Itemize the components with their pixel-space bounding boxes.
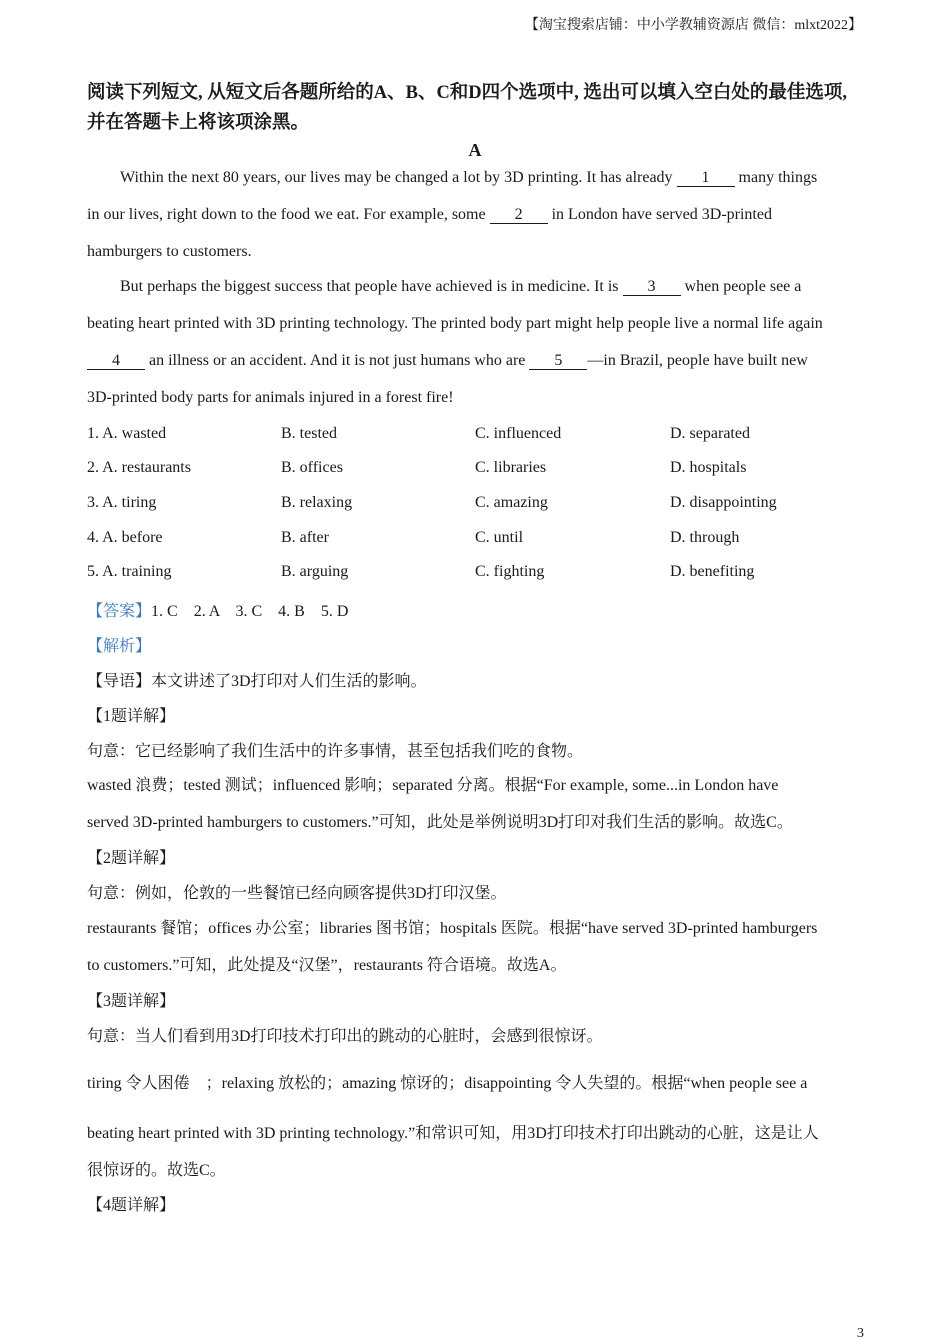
option-a: 1. A. wasted <box>87 425 167 442</box>
q4-heading: 【4题详解】 <box>87 1197 176 1214</box>
blank-2: 2 <box>490 207 548 224</box>
instruction: 阅读下列短文, 从短文后各题所给的A、B、C和D四个选项中, 选出可以填入空白处的最佳选项, 并在答题卡上将该项涂黑。 <box>87 83 848 133</box>
passage-text: in London have served 3D-printed <box>547 206 772 223</box>
passage-line <box>120 169 817 187</box>
option-d: D. separated <box>670 425 750 442</box>
passage-text: But perhaps the biggest success that people have achieved is in medicine. It is <box>120 278 623 295</box>
option-c: C. amazing <box>475 494 548 511</box>
option-d: D. hospitals <box>670 459 747 476</box>
q1-explanation: wasted 浪费；tested 测试；influenced 影响；separated 分离。根据“For example, some...in London have <box>87 777 779 794</box>
q3-explanation: beating heart printed with 3D printing technology.”和常识可知，用3D打印技术打印出跳动的心脏，这是让人 <box>87 1125 819 1142</box>
passage-line: beating heart printed with 3D printing technology. The printed body part might help people live a normal life again <box>87 315 823 332</box>
blank-3: 3 <box>623 279 681 296</box>
option-c: C. until <box>475 529 524 546</box>
passage-text: Within the next 80 years, our lives may be changed a lot by 3D printing. It has already <box>120 169 677 186</box>
q3-meaning: 句意：当人们看到用3D打印技术打印出的跳动的心脏时，会感到很惊讶。 <box>87 1028 603 1045</box>
passage-text: when people see a <box>680 278 802 295</box>
passage-text: in our lives, right down to the food we eat. For example, some <box>87 206 490 223</box>
section-title: A <box>468 140 482 160</box>
option-a: 3. A. tiring <box>87 494 157 511</box>
option-a: 5. A. training <box>87 563 172 580</box>
option-d: D. disappointing <box>670 494 777 511</box>
answer-line <box>87 598 348 621</box>
q3-heading: 【3题详解】 <box>87 993 176 1010</box>
passage-line <box>120 278 801 296</box>
answer-label: 【答案】 <box>87 603 152 620</box>
passage-text: many things <box>734 169 818 186</box>
option-b: B. tested <box>281 425 337 442</box>
blank-4: 4 <box>87 353 145 370</box>
q1-heading: 【1题详解】 <box>87 708 176 725</box>
option-c: C. fighting <box>475 563 545 580</box>
q1-explanation: served 3D-printed hamburgers to customers.”可知，此处是举例说明3D打印对我们生活的影响。故选C。 <box>87 814 793 831</box>
q3-explanation: tiring 令人困倦 ；relaxing 放松的；amazing 惊讶的；disappointing 令人失望的。根据“when people see a <box>87 1075 808 1092</box>
option-a: 2. A. restaurants <box>87 459 191 476</box>
passage-line: hamburgers to customers. <box>87 243 252 260</box>
option-b: B. offices <box>281 459 343 476</box>
q2-explanation: to customers.”可知，此处提及“汉堡”，restaurants 符合语境。故选A。 <box>87 957 567 974</box>
blank-5: 5 <box>529 353 587 370</box>
q1-meaning: 句意：它已经影响了我们生活中的许多事情，甚至包括我们吃的食物。 <box>87 743 584 760</box>
option-a: 4. A. before <box>87 529 163 546</box>
passage-text: an illness or an accident. And it is not just humans who are <box>145 352 530 369</box>
q2-meaning: 句意：例如，伦敦的一些餐馆已经向顾客提供3D打印汉堡。 <box>87 885 507 902</box>
analysis-label: 【解析】 <box>87 638 152 655</box>
option-b: B. relaxing <box>281 494 353 511</box>
answer-text: 1. C 2. A 3. C 4. B 5. D <box>151 603 349 620</box>
page-header: 【淘宝搜索店铺：中小学教辅资源店 微信：mlxt2022】 <box>524 18 862 33</box>
option-d: D. benefiting <box>670 563 755 580</box>
option-c: C. libraries <box>475 459 547 476</box>
option-b: B. after <box>281 529 329 546</box>
passage-line <box>87 352 808 370</box>
intro-text: 【导语】本文讲述了3D打印对人们生活的影响。 <box>87 673 427 690</box>
option-c: C. influenced <box>475 425 562 442</box>
q2-heading: 【2题详解】 <box>87 850 176 867</box>
q2-explanation: restaurants 餐馆；offices 办公室；libraries 图书馆；hospitals 医院。根据“have served 3D-printed hamburgers <box>87 920 818 937</box>
option-d: D. through <box>670 529 740 546</box>
page-number: 3 <box>857 1326 864 1341</box>
blank-1: 1 <box>677 170 735 187</box>
option-b: B. arguing <box>281 563 349 580</box>
passage-line: 3D-printed body parts for animals injured in a forest fire! <box>87 389 454 406</box>
q3-explanation: 很惊讶的。故选C。 <box>87 1162 226 1179</box>
passage-line <box>87 206 772 224</box>
passage-text: —in Brazil, people have built new <box>587 352 808 369</box>
